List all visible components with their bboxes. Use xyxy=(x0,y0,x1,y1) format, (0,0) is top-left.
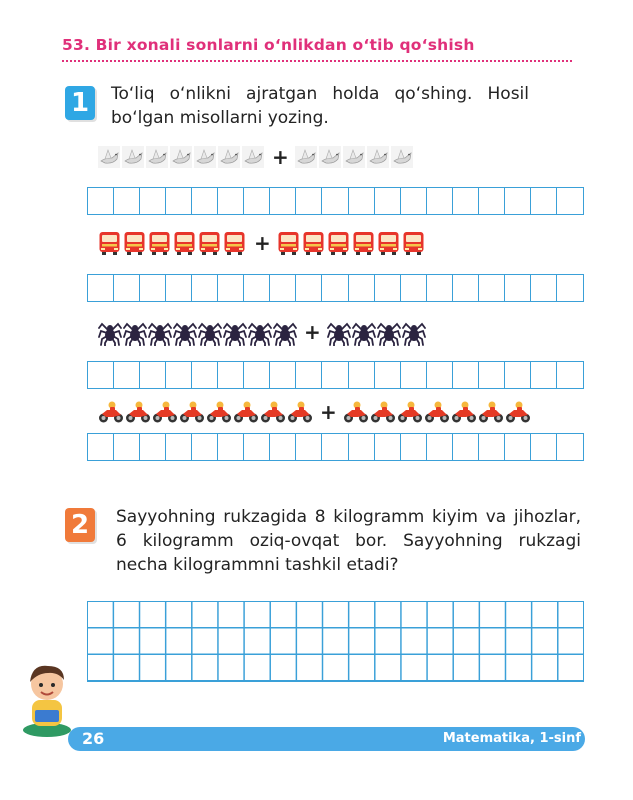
answer-cell[interactable] xyxy=(192,188,218,214)
answer-cell[interactable] xyxy=(192,434,218,460)
motorcycle-icon xyxy=(152,400,178,424)
motorcycle-icon xyxy=(287,400,313,424)
answer-cell[interactable] xyxy=(375,362,401,388)
answer-cell[interactable] xyxy=(114,188,140,214)
bus-icon xyxy=(98,230,121,256)
bus-icon xyxy=(123,230,146,256)
spider-icon xyxy=(148,318,172,346)
answer-cell[interactable] xyxy=(401,188,427,214)
spider-icon xyxy=(198,318,222,346)
pigeon-icon xyxy=(98,146,120,168)
spider-icon xyxy=(98,318,122,346)
answer-cell[interactable] xyxy=(453,275,479,301)
answer-cell[interactable] xyxy=(557,188,583,214)
answer-cell[interactable] xyxy=(557,434,583,460)
motorcycle-icon xyxy=(206,400,232,424)
plus-sign: + xyxy=(304,320,321,344)
plus-sign: + xyxy=(254,231,271,255)
spider-icon xyxy=(377,318,401,346)
picture-row-spiders xyxy=(98,318,427,346)
answer-cell[interactable] xyxy=(505,275,531,301)
answer-cell[interactable] xyxy=(296,434,322,460)
answer-cell[interactable] xyxy=(270,362,296,388)
answer-cell[interactable] xyxy=(401,434,427,460)
answer-cell[interactable] xyxy=(427,275,453,301)
answer-cell[interactable] xyxy=(453,362,479,388)
answer-cell[interactable] xyxy=(244,188,270,214)
pigeon-icon xyxy=(218,146,240,168)
answer-cell[interactable] xyxy=(322,275,348,301)
motorcycle-icon xyxy=(98,400,124,424)
answer-cell[interactable] xyxy=(88,362,114,388)
answer-cell[interactable] xyxy=(270,275,296,301)
bus-icon xyxy=(402,230,425,256)
task-2-badge: 2 xyxy=(65,508,95,542)
answer-cell[interactable] xyxy=(166,434,192,460)
answer-grid[interactable] xyxy=(87,601,584,682)
pigeon-icon xyxy=(319,146,341,168)
plus-sign: + xyxy=(320,400,337,424)
pigeon-icon xyxy=(367,146,389,168)
task-1-text: To‘liq o‘nlikni ajratgan holda qo‘shing. Hosil bo‘lgan misollarni yozing. xyxy=(111,84,529,128)
answer-cells-1[interactable] xyxy=(87,187,584,215)
spider-icon xyxy=(352,318,376,346)
picture-row-motorcycles xyxy=(98,400,532,424)
answer-cell[interactable] xyxy=(166,362,192,388)
motorcycle-icon xyxy=(260,400,286,424)
motorcycle-icon xyxy=(424,400,450,424)
bus-icon xyxy=(327,230,350,256)
answer-cell[interactable] xyxy=(140,188,166,214)
bus-icon xyxy=(302,230,325,256)
bus-icon xyxy=(277,230,300,256)
motorcycle-icon xyxy=(370,400,396,424)
answer-cell[interactable] xyxy=(557,362,583,388)
motorcycle-icon xyxy=(397,400,423,424)
heading-dotted-line xyxy=(62,60,572,62)
task-1-badge: 1 xyxy=(65,86,95,120)
answer-cell[interactable] xyxy=(192,275,218,301)
child-reading-illustration xyxy=(18,660,76,738)
answer-cell[interactable] xyxy=(140,275,166,301)
picture-row-pigeons xyxy=(98,146,415,168)
lesson-heading: 53. Bir xonali sonlarni o‘nlikdan o‘tib qo‘shish xyxy=(62,36,475,54)
answer-cell[interactable] xyxy=(427,434,453,460)
pigeon-icon xyxy=(391,146,413,168)
motorcycle-icon xyxy=(233,400,259,424)
motorcycle-icon xyxy=(343,400,369,424)
answer-cell[interactable] xyxy=(479,362,505,388)
motorcycle-icon xyxy=(179,400,205,424)
answer-cell[interactable] xyxy=(114,362,140,388)
pigeon-icon xyxy=(295,146,317,168)
spider-icon xyxy=(173,318,197,346)
pigeon-icon xyxy=(242,146,264,168)
bus-icon xyxy=(223,230,246,256)
answer-cell[interactable] xyxy=(114,275,140,301)
answer-cell[interactable] xyxy=(349,275,375,301)
spider-icon xyxy=(123,318,147,346)
answer-cell[interactable] xyxy=(244,275,270,301)
answer-cell[interactable] xyxy=(401,275,427,301)
answer-cell[interactable] xyxy=(244,434,270,460)
pigeon-icon xyxy=(343,146,365,168)
answer-cell[interactable] xyxy=(427,188,453,214)
motorcycle-icon xyxy=(505,400,531,424)
bus-icon xyxy=(198,230,221,256)
answer-cell[interactable] xyxy=(349,362,375,388)
answer-cell[interactable] xyxy=(140,434,166,460)
pigeon-icon xyxy=(194,146,216,168)
answer-cell[interactable] xyxy=(270,188,296,214)
answer-cell[interactable] xyxy=(270,434,296,460)
answer-cells-4[interactable] xyxy=(87,433,584,461)
book-title: Matematika, 1-sinf xyxy=(442,731,581,746)
bus-icon xyxy=(148,230,171,256)
answer-cell[interactable] xyxy=(244,362,270,388)
spider-icon xyxy=(273,318,297,346)
answer-cell[interactable] xyxy=(166,275,192,301)
bus-icon xyxy=(352,230,375,256)
answer-cell[interactable] xyxy=(88,188,114,214)
answer-cell[interactable] xyxy=(166,188,192,214)
answer-cell[interactable] xyxy=(322,434,348,460)
answer-cell[interactable] xyxy=(140,362,166,388)
answer-cell[interactable] xyxy=(557,275,583,301)
answer-cell[interactable] xyxy=(322,362,348,388)
bus-icon xyxy=(377,230,400,256)
motorcycle-icon xyxy=(451,400,477,424)
answer-cell[interactable] xyxy=(531,275,557,301)
answer-cell[interactable] xyxy=(531,434,557,460)
answer-cell[interactable] xyxy=(322,188,348,214)
pigeon-icon xyxy=(170,146,192,168)
answer-cell[interactable] xyxy=(88,275,114,301)
answer-cell[interactable] xyxy=(453,188,479,214)
motorcycle-icon xyxy=(478,400,504,424)
motorcycle-icon xyxy=(125,400,151,424)
answer-cell[interactable] xyxy=(218,434,244,460)
page-number: 26 xyxy=(82,729,105,748)
pigeon-icon xyxy=(146,146,168,168)
spider-icon xyxy=(402,318,426,346)
task-2-text: Sayyohning rukzagida 8 kilogramm kiyim va jihozlar, 6 kilogramm oziq-ovqat bor. Sayyohning rukzagi necha kilogrammni tashkil etadi? xyxy=(116,507,581,575)
answer-cell[interactable] xyxy=(218,362,244,388)
answer-cell[interactable] xyxy=(479,275,505,301)
answer-cell[interactable] xyxy=(375,188,401,214)
answer-cell[interactable] xyxy=(192,362,218,388)
answer-cell[interactable] xyxy=(505,188,531,214)
answer-cells-2[interactable] xyxy=(87,274,584,302)
answer-cell[interactable] xyxy=(218,275,244,301)
answer-cell[interactable] xyxy=(296,188,322,214)
spider-icon xyxy=(223,318,247,346)
answer-cell[interactable] xyxy=(349,188,375,214)
bus-icon xyxy=(173,230,196,256)
answer-cell[interactable] xyxy=(505,434,531,460)
answer-cell[interactable] xyxy=(479,188,505,214)
pigeon-icon xyxy=(122,146,144,168)
plus-sign: + xyxy=(272,145,289,169)
answer-cell[interactable] xyxy=(88,434,114,460)
answer-cell[interactable] xyxy=(453,434,479,460)
answer-cell[interactable] xyxy=(218,188,244,214)
spider-icon xyxy=(248,318,272,346)
answer-cell[interactable] xyxy=(401,362,427,388)
answer-cell[interactable] xyxy=(479,434,505,460)
answer-cell[interactable] xyxy=(349,434,375,460)
answer-cell[interactable] xyxy=(375,434,401,460)
picture-row-buses xyxy=(98,230,427,256)
answer-cell[interactable] xyxy=(531,188,557,214)
answer-cells-3[interactable] xyxy=(87,361,584,389)
answer-cell[interactable] xyxy=(505,362,531,388)
answer-cell[interactable] xyxy=(531,362,557,388)
answer-cell[interactable] xyxy=(296,362,322,388)
spider-icon xyxy=(327,318,351,346)
answer-cell[interactable] xyxy=(427,362,453,388)
answer-cell[interactable] xyxy=(296,275,322,301)
answer-cell[interactable] xyxy=(114,434,140,460)
answer-cell[interactable] xyxy=(375,275,401,301)
